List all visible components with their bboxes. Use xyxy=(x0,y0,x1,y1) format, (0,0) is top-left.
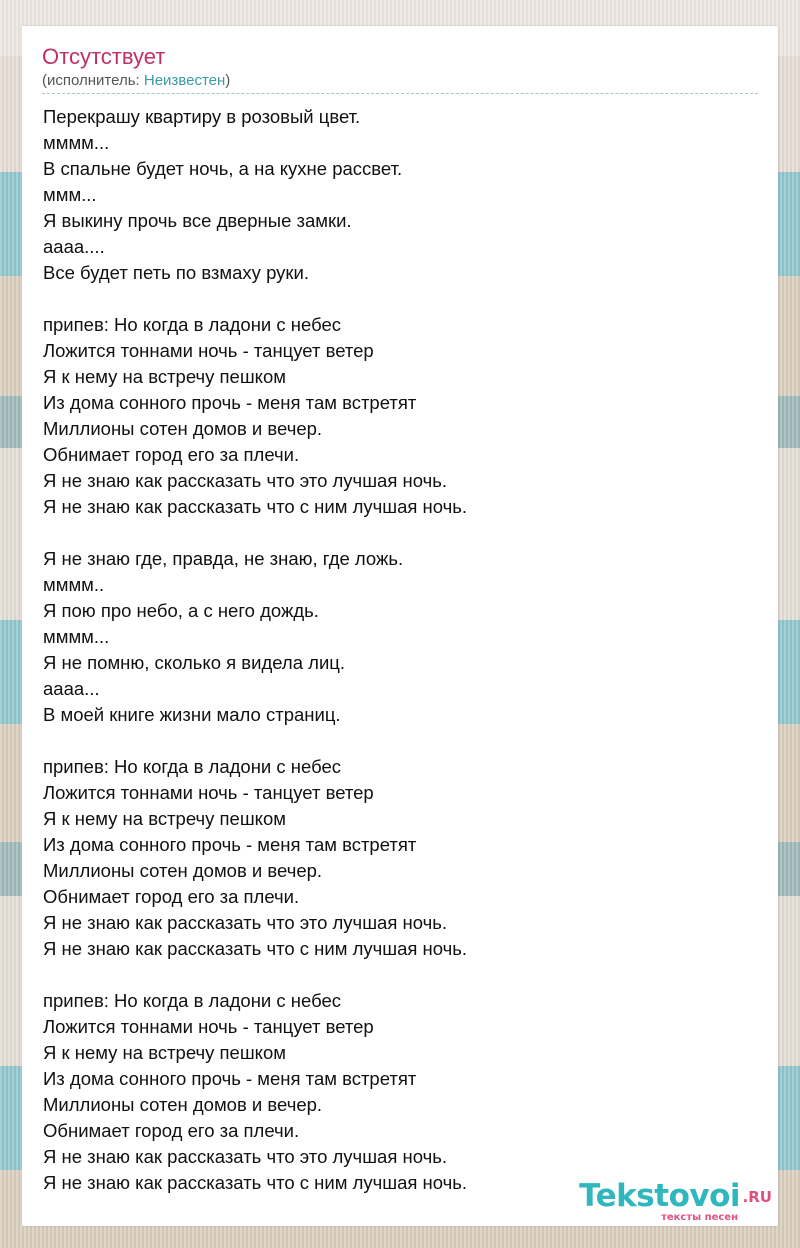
lyric-line: Я к нему на встречу пешком xyxy=(43,1042,286,1063)
lyric-line: аааа... xyxy=(43,678,100,699)
lyric-line: Ложится тоннами ночь - танцует ветер xyxy=(43,1016,374,1037)
lyric-line: мммм.. xyxy=(43,574,105,595)
site-logo[interactable] xyxy=(572,1178,772,1226)
lyric-line: Я не знаю как рассказать что это лучшая ночь. xyxy=(43,470,447,491)
lyric-line: Обнимает город его за плечи. xyxy=(43,444,300,465)
lyric-line: Я не знаю как рассказать что с ним лучшая ночь. xyxy=(43,938,468,959)
artist-prefix: (исполнитель: xyxy=(42,72,144,89)
logo-tld: .RU xyxy=(742,1188,772,1206)
lyric-line: Ложится тоннами ночь - танцует ветер xyxy=(43,782,374,803)
artist-suffix: ) xyxy=(225,72,231,89)
lyrics-stanza-5 xyxy=(43,988,743,1196)
artist-line xyxy=(42,72,230,90)
lyrics-stanza-3 xyxy=(43,546,743,728)
lyric-line: Миллионы сотен домов и вечер. xyxy=(43,860,323,881)
lyric-line: Ложится тоннами ночь - танцует ветер xyxy=(43,340,374,361)
lyrics-stanza-2 xyxy=(43,312,743,520)
lyric-line: Я к нему на встречу пешком xyxy=(43,366,286,387)
lyrics-sheet xyxy=(22,26,778,1226)
lyric-line: Миллионы сотен домов и вечер. xyxy=(43,418,323,439)
lyric-line: В спальне будет ночь, а на кухне рассвет. xyxy=(43,158,403,179)
lyric-line: Я не помню, сколько я видела лиц. xyxy=(43,652,346,673)
lyric-line: припев: Но когда в ладони с небес xyxy=(43,990,342,1011)
lyrics-body xyxy=(43,104,743,1222)
lyric-line: Я не знаю где, правда, не знаю, где ложь. xyxy=(43,548,404,569)
header-divider xyxy=(42,93,758,94)
logo-tagline: тексты песен xyxy=(661,1212,738,1223)
lyric-line: ммм... xyxy=(43,184,97,205)
lyric-line: Я выкину прочь все дверные замки. xyxy=(43,210,352,231)
lyric-line: мммм... xyxy=(43,626,110,647)
lyric-line: аааа.... xyxy=(43,236,105,257)
lyrics-stanza-1 xyxy=(43,104,743,286)
lyric-line: Перекрашу квартиру в розовый цвет. xyxy=(43,106,361,127)
lyrics-stanza-4 xyxy=(43,754,743,962)
artist-link[interactable]: Неизвестен xyxy=(143,72,226,89)
lyric-line: Я пою про небо, а с него дождь. xyxy=(43,600,319,621)
song-title: Отсутствует xyxy=(42,44,166,69)
lyric-line: припев: Но когда в ладони с небес xyxy=(43,314,342,335)
lyric-line: Все будет петь по взмаху руки. xyxy=(43,262,309,283)
lyric-line: В моей книге жизни мало страниц. xyxy=(43,704,341,725)
lyric-line: Я не знаю как рассказать что это лучшая ночь. xyxy=(43,912,447,933)
lyric-line: Я к нему на встречу пешком xyxy=(43,808,286,829)
lyric-line: Я не знаю как рассказать что с ним лучшая ночь. xyxy=(43,496,468,517)
lyric-line: Я не знаю как рассказать что с ним лучшая ночь. xyxy=(43,1172,468,1193)
lyric-line: Миллионы сотен домов и вечер. xyxy=(43,1094,323,1115)
lyric-line: мммм... xyxy=(43,132,110,153)
lyric-line: Обнимает город его за плечи. xyxy=(43,1120,300,1141)
lyric-line: припев: Но когда в ладони с небес xyxy=(43,756,342,777)
lyric-line: Я не знаю как рассказать что это лучшая ночь. xyxy=(43,1146,447,1167)
lyric-line: Из дома сонного прочь - меня там встретят xyxy=(43,834,417,855)
lyric-line: Из дома сонного прочь - меня там встретят xyxy=(43,1068,417,1089)
lyric-line: Обнимает город его за плечи. xyxy=(43,886,300,907)
logo-wordmark: Tekstovoi xyxy=(579,1178,740,1214)
lyric-line: Из дома сонного прочь - меня там встретят xyxy=(43,392,417,413)
